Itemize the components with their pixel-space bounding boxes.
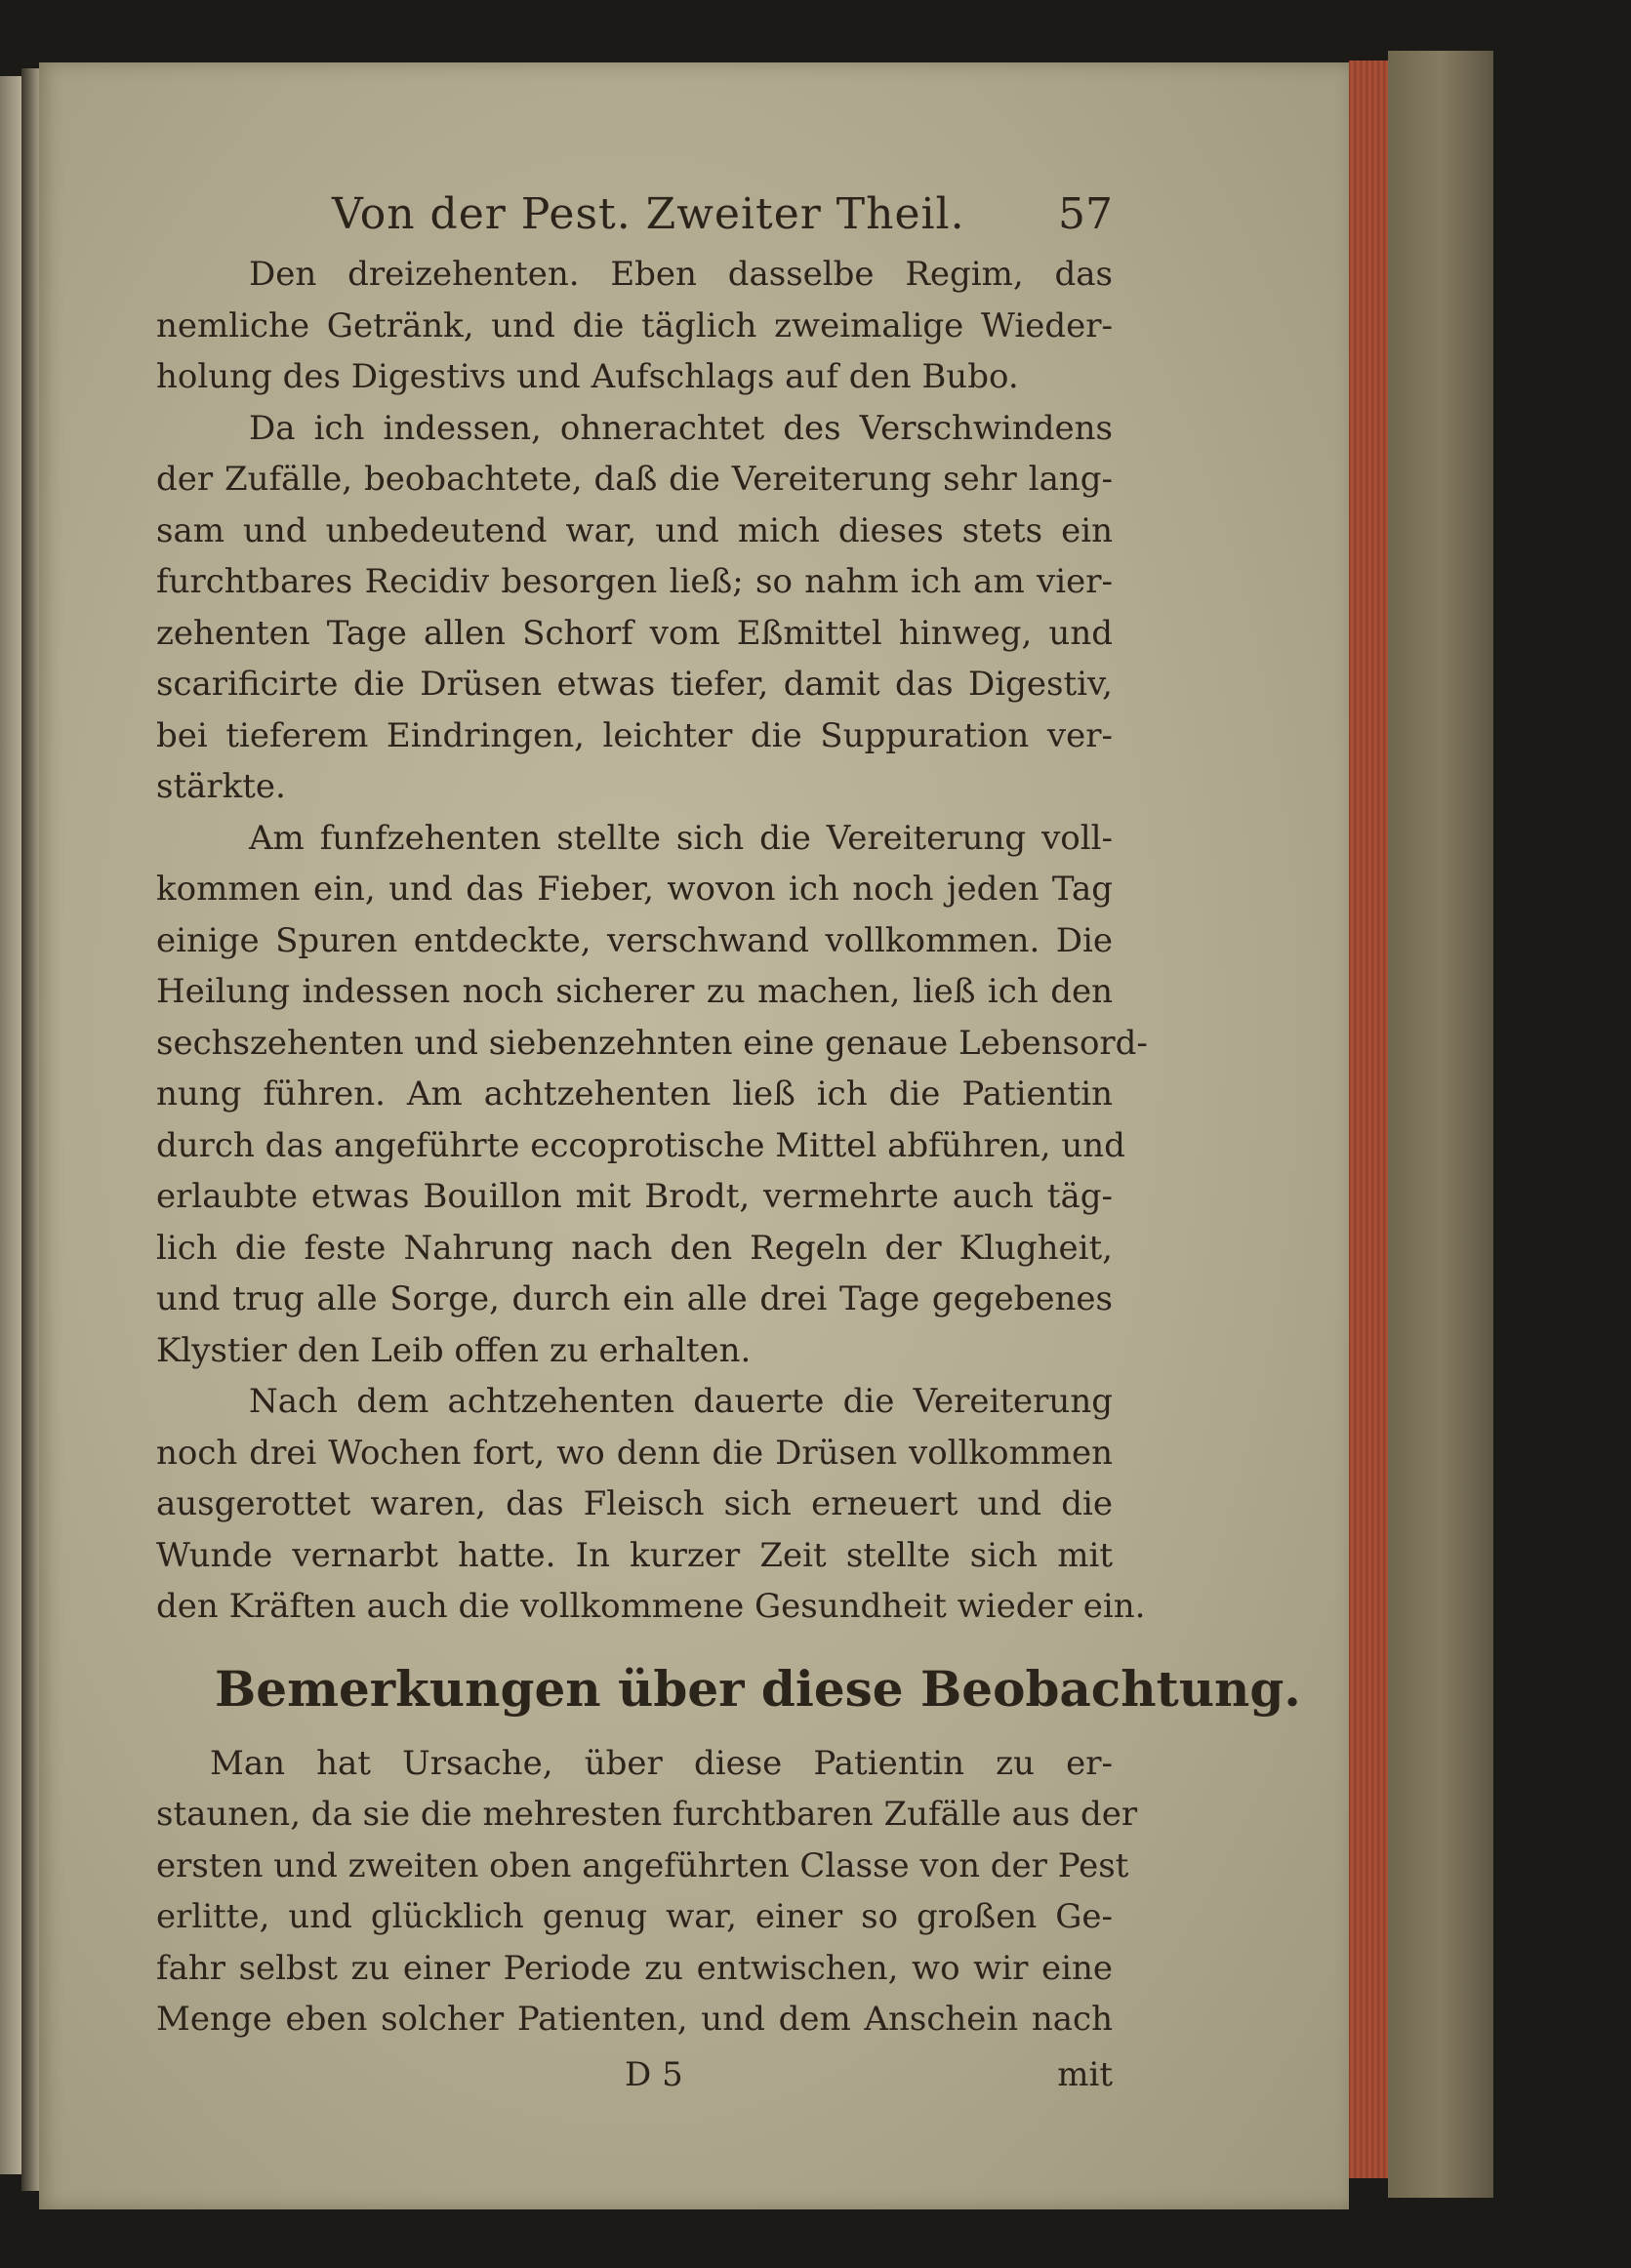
- text-line: ausgerottet waren, das Fleisch sich erneuert und die: [156, 1484, 1113, 1523]
- red-page-edges: [1349, 61, 1388, 2178]
- text-line: Da ich indessen, ohnerachtet des Verschwindens: [249, 408, 1113, 448]
- signature-mark: D 5: [625, 2054, 683, 2094]
- text-line: Nach dem achtzehenten dauerte die Vereiterung: [249, 1382, 1113, 1421]
- text-line: furchtbares Recidiv besorgen ließ; so nahm ich am vier-: [156, 562, 1113, 601]
- body-paragraphs: [156, 249, 1148, 1633]
- text-line: stärkte.: [156, 767, 286, 806]
- book-gutter: [21, 68, 41, 2191]
- text-line: zehenten Tage allen Schorf vom Eßmittel hinweg, und: [156, 613, 1113, 653]
- running-head: [156, 181, 1113, 249]
- book-cover-board: [1388, 51, 1493, 2198]
- text-line: Am funfzehenten stellte sich die Vereiterung voll-: [249, 818, 1113, 858]
- text-line: lich die feste Nahrung nach den Regeln der Klugheit,: [156, 1228, 1113, 1268]
- text-line: der Zufälle, beobachtete, daß die Vereiterung sehr lang-: [156, 460, 1113, 499]
- text-line: erlaubte etwas Bouillon mit Brodt, vermehrte auch täg-: [156, 1177, 1113, 1216]
- text-line: staunen, da sie die mehresten furchtbaren Zufälle aus der: [156, 1795, 1138, 1834]
- text-line: Menge eben solcher Patienten, und dem Anschein nach: [156, 2000, 1113, 2039]
- text-line: holung des Digestivs und Aufschlags auf den Bubo.: [156, 357, 1019, 396]
- text-line: Klystier den Leib offen zu erhalten.: [156, 1330, 752, 1370]
- text-line: fahr selbst zu einer Periode zu entwischen, wo wir eine: [156, 1948, 1113, 1988]
- text-line: ersten und zweiten oben angeführten Classe von der Pest: [156, 1845, 1129, 1885]
- text-line: Man hat Ursache, über diese Patientin zu er-: [210, 1743, 1113, 1783]
- text-line: den Kräften auch die vollkommene Gesundheit wieder ein.: [156, 1587, 1146, 1626]
- text-line: sam und unbedeutend war, und mich dieses stets ein: [156, 510, 1113, 550]
- section-paragraph: [156, 1738, 1138, 2045]
- section-heading: Bemerkungen über diese Beobachtung.: [215, 1659, 1301, 1718]
- text-line: scarificirte die Drüsen etwas tiefer, damit das Digestiv,: [156, 665, 1113, 704]
- text-line: sechszehenten und siebenzehnten eine genaue Lebensord-: [156, 1023, 1148, 1063]
- page-number: 57: [1058, 189, 1113, 239]
- running-title: Von der Pest. Zweiter Theil.: [332, 189, 965, 239]
- text-line: Den dreizehenten. Eben dasselbe Regim, das: [249, 255, 1113, 294]
- text-line: nemliche Getränk, und die täglich zweimalige Wieder-: [156, 305, 1113, 345]
- text-line: bei tieferem Eindringen, leichter die Suppuration ver-: [156, 715, 1113, 755]
- page-footer: [156, 2045, 1113, 2104]
- text-line: nung führen. Am achtzehenten ließ ich die Patientin: [156, 1074, 1113, 1114]
- text-line: und trug alle Sorge, durch ein alle drei Tage gegebenes: [156, 1279, 1113, 1318]
- text-line: kommen ein, und das Fieber, wovon ich noch jeden Tag: [156, 870, 1113, 909]
- text-line: Heilung indessen noch sicherer zu machen, ließ ich den: [156, 972, 1113, 1011]
- left-page-edge: [0, 76, 21, 2174]
- catchword: mit: [1057, 2054, 1113, 2094]
- text-line: erlitte, und glücklich genug war, einer so großen Ge-: [156, 1897, 1113, 1936]
- text-line: noch drei Wochen fort, wo denn die Drüsen vollkommen: [156, 1433, 1113, 1473]
- text-line: durch das angeführte eccoprotische Mittel abführen, und: [156, 1125, 1125, 1165]
- text-line: einige Spuren entdeckte, verschwand vollkommen. Die: [156, 920, 1113, 960]
- page-text: [156, 181, 1301, 2104]
- text-line: Wunde vernarbt hatte. In kurzer Zeit stellte sich mit: [156, 1535, 1113, 1575]
